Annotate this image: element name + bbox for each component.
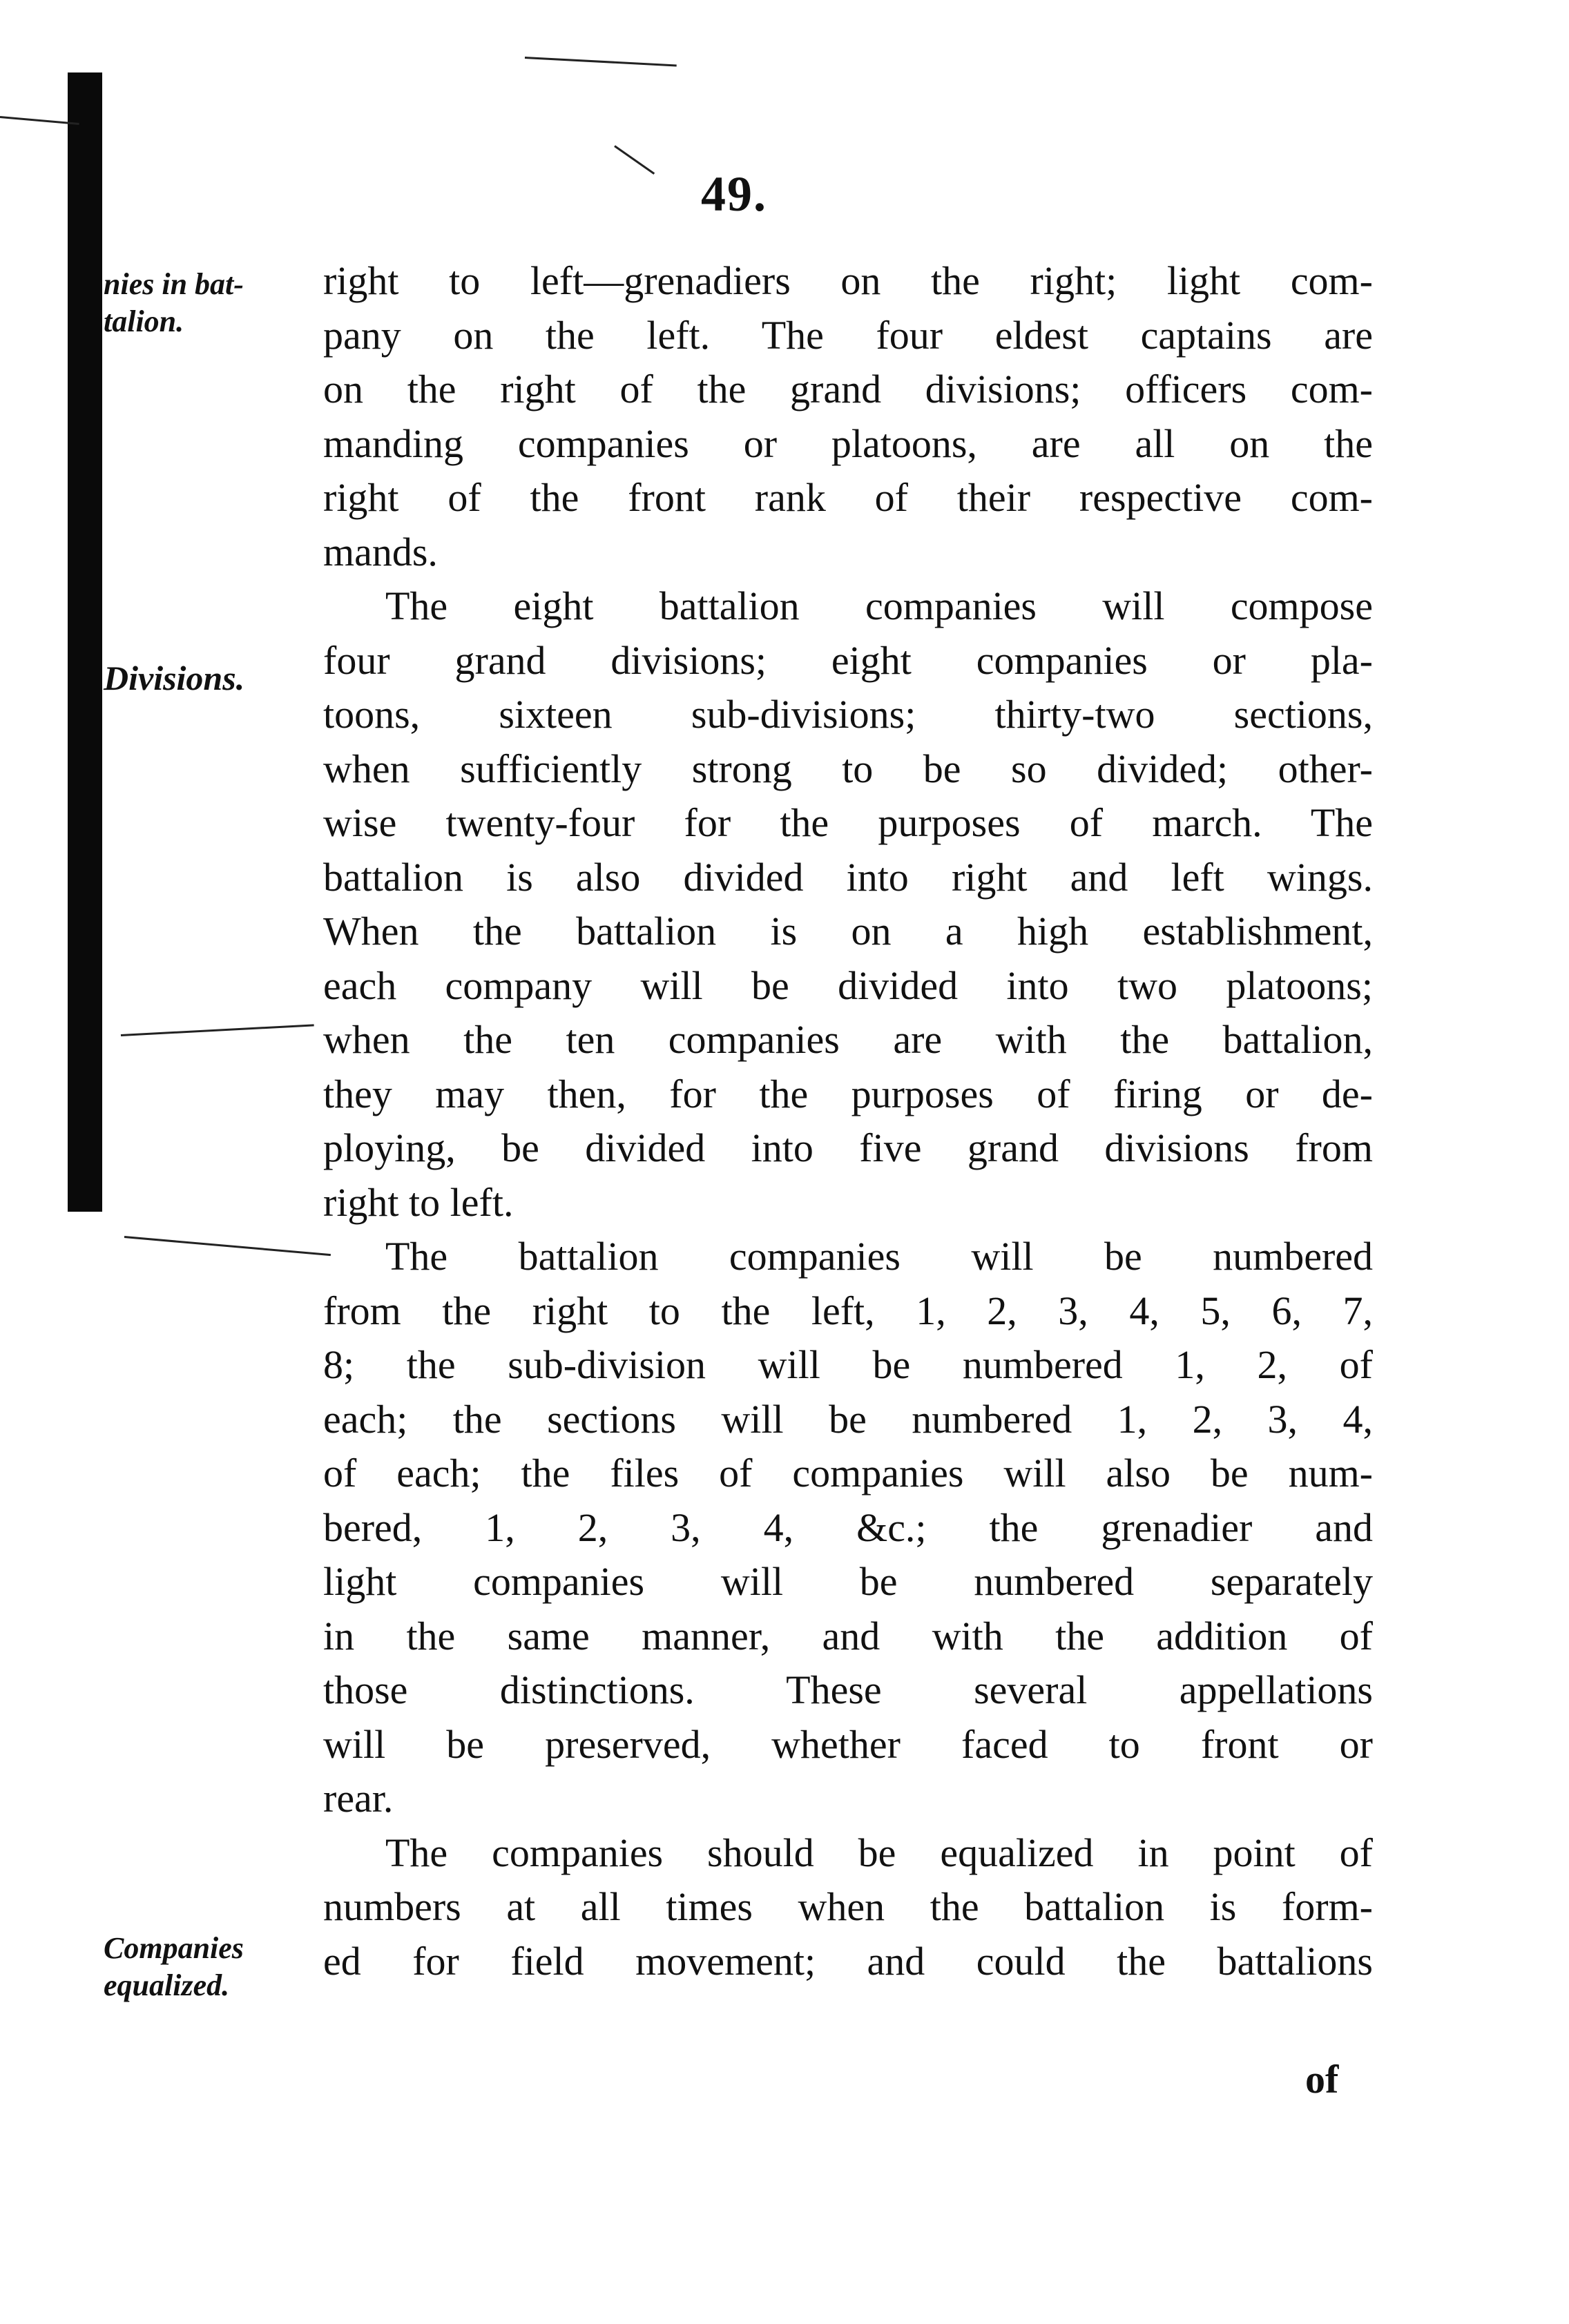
text-line: each; the sections will be numbered 1, 2, 3, 4, [323,1396,1373,1442]
text-line: when the ten companies are with the battalion, [323,1017,1373,1062]
stray-mark [525,57,677,67]
text-line: in the same manner, and with the addition of [323,1613,1373,1658]
text-line: those distinctions. These several appellations [323,1667,1373,1712]
paragraph-numbering [323,1230,1373,1826]
text-line: battalion is also divided into right and left wings. [323,854,1373,900]
text-line: will be preserved, whether faced to front or [323,1721,1373,1767]
paragraph-equalized [323,1826,1373,1989]
text-line: four grand divisions; eight companies or pla- [323,637,1373,683]
text-line: right of the front rank of their respective com- [323,475,1373,520]
body-text [323,254,1373,1988]
text-line: The eight battalion companies will compose [385,583,1373,628]
text-line: on the right of the grand divisions; officers com- [323,367,1373,411]
text-line: when sufficiently strong to be so divided; other- [323,746,1373,791]
text-line: light companies will be numbered separately [323,1559,1373,1604]
text-line: rear. [323,1776,394,1821]
binding-shadow [68,72,102,1212]
text-line: each company will be divided into two platoons; [323,962,1373,1008]
text-line: mands. [323,529,438,574]
margin-note-line: equalized. [104,1968,230,2002]
text-line: The battalion companies will be numbered [385,1234,1373,1279]
text-line: 8; the sub-division will be numbered 1, 2, of [323,1342,1373,1387]
margin-note-line: talion. [104,304,184,338]
text-line: right to left—grenadiers on the right; light com- [323,258,1373,303]
text-line: right to left. [323,1179,514,1225]
paragraph-divisions [323,579,1373,1230]
margin-note-divisions [104,659,318,697]
catchword: of [1305,2057,1339,2102]
text-line: from the right to the left, 1, 2, 3, 4, 5, 6, 7, [323,1288,1373,1333]
text-line: of each; the files of companies will also be num- [323,1451,1373,1495]
text-line: The companies should be equalized in point of [385,1830,1373,1875]
page-number: 49. [701,166,767,222]
margin-note-line: Companies [104,1931,244,1965]
text-line: toons, sixteen sub-divisions; thirty-two sections, [323,692,1373,737]
text-line: bered, 1, 2, 3, 4, &c.; the grenadier and [323,1504,1373,1550]
text-line: numbers at all times when the battalion is form- [323,1884,1373,1929]
margin-note-battalion [104,266,318,340]
text-line: wise twenty-four for the purposes of march. The [323,800,1373,845]
paragraph-battalion [323,254,1373,579]
text-line: When the battalion is on a high establishment, [323,909,1373,953]
margin-note-line: Divisions. [104,659,245,697]
text-line: they may then, for the purposes of firing or de- [323,1071,1373,1116]
text-line: manding companies or platoons, are all on the [323,420,1373,466]
stray-mark [121,1024,314,1036]
text-line: ed for field movement; and could the battalions [323,1938,1373,1984]
text-line: pany on the left. The four eldest captains are [323,312,1373,358]
stray-mark [124,1236,331,1256]
stray-mark [614,145,655,175]
margin-note-line: nies in bat- [104,267,244,301]
margin-note-companies [104,1930,318,2004]
text-line: ploying, be divided into five grand divisions from [323,1125,1373,1170]
